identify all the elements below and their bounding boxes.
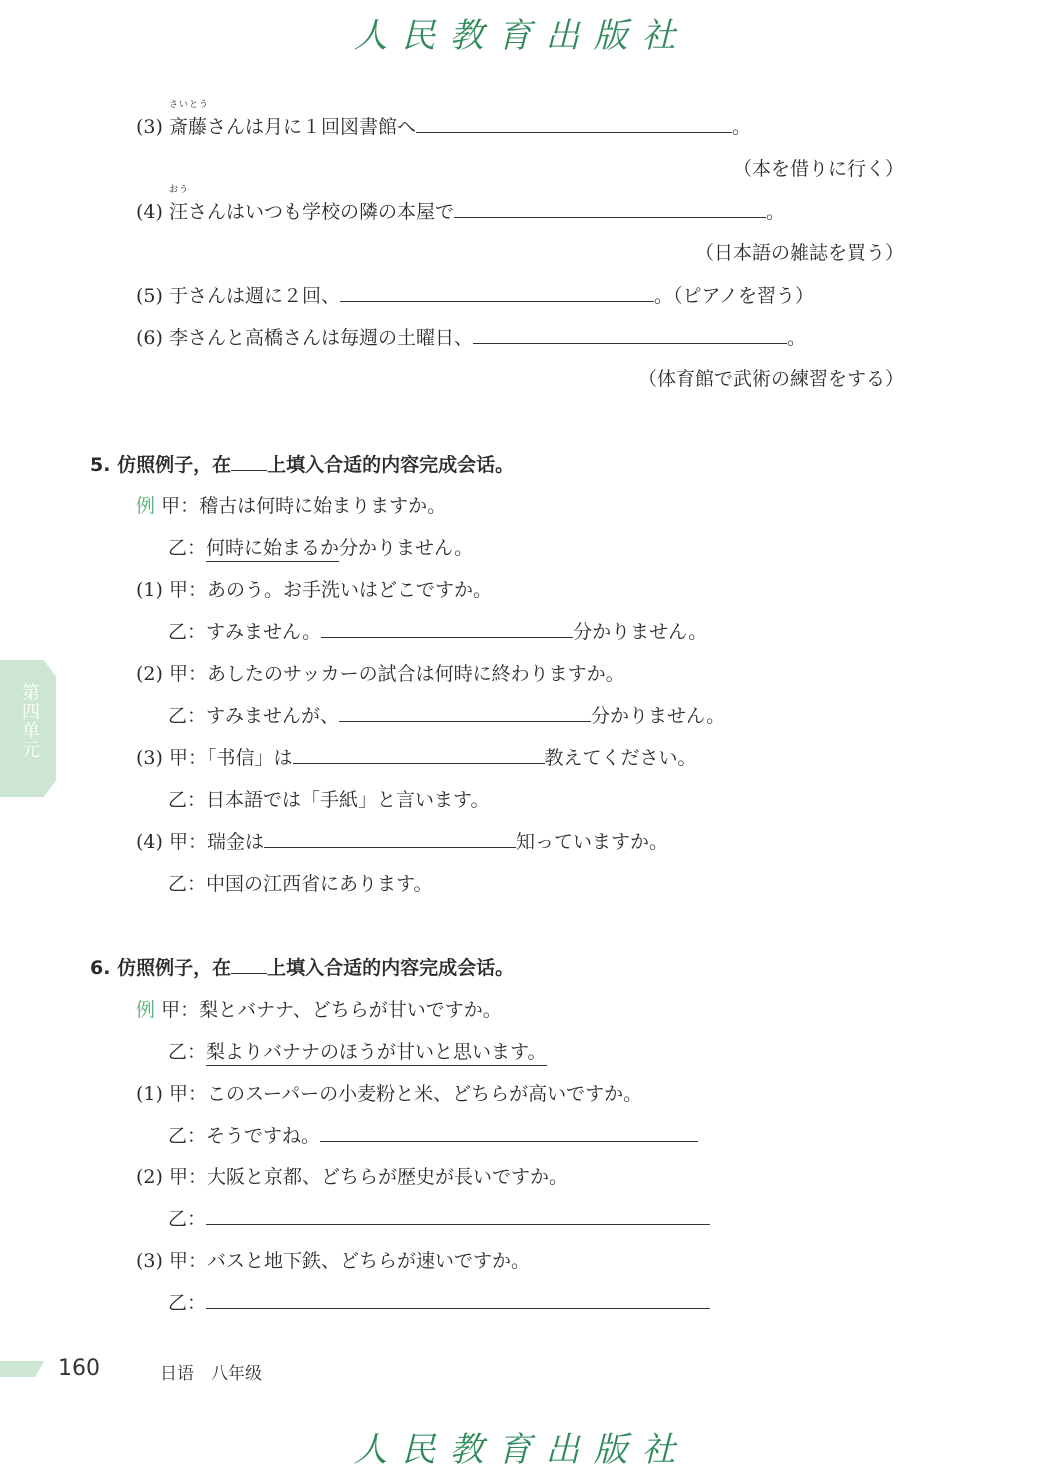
speaker-label: 乙： [168,789,207,811]
item-number: (5) [136,285,163,307]
name-with-ruby [168,100,209,139]
sec5-example-b [168,533,473,560]
answer-blank[interactable] [340,300,654,302]
section-5-title [90,450,514,477]
example-mark: 例 [136,495,156,517]
sec6-item-3-a [136,1246,530,1273]
example-mark: 例 [136,999,156,1021]
sec5-item-1-b [168,617,707,644]
sentence: さんは月に１回図書館へ [206,116,416,138]
sentence-end-hint: 。（ピアノを習う） [653,285,814,307]
item-number: (3) [136,747,163,769]
sec6-item-2-a [136,1162,568,1189]
sec6-example-a [136,995,502,1022]
sec5-item-1-a [136,575,492,602]
q4-item-5 [136,281,814,308]
answer-blank[interactable] [206,1307,710,1309]
unit-side-tab-label: 第四单元 [19,683,40,759]
answer-blank[interactable] [321,636,573,638]
answer-blank[interactable] [454,216,766,218]
speaker-label: 甲： [168,831,207,853]
speaker-label: 甲： [161,999,200,1021]
item-number: (1) [136,579,163,601]
speaker-label: 甲： [168,747,207,769]
sec5-item-3-b [168,785,490,812]
q4-item-6-hint: （体育館で武術の練習をする） [637,368,904,390]
speaker-label: 乙： [168,705,207,727]
sec5-item-2-a [136,659,625,686]
line-text: 分かりません。 [339,537,474,559]
furigana: おう [168,185,189,195]
section-number: 5. [90,454,111,476]
sec6-example-b [168,1037,547,1064]
answer-blank[interactable] [416,131,732,133]
line-text: 分かりません。 [591,705,726,727]
sec5-item-3-a [136,743,697,770]
title-blank [231,469,267,471]
item-number: (2) [136,1166,163,1188]
line-text: 梨とバナナ、どちらが甘いですか。 [199,999,502,1021]
speaker-label: 甲： [168,1083,207,1105]
speaker-label: 乙： [168,621,207,643]
speaker-label: 乙： [168,1208,207,1230]
item-number: (4) [136,201,163,223]
line-text: 稽古は何時に始まりますか。 [199,495,447,517]
name-with-ruby [168,185,189,224]
speaker-label: 乙： [168,537,207,559]
answer-blank[interactable] [339,720,591,722]
name: 斎藤 [168,116,207,138]
title-part: 上填入合适的内容完成会话。 [267,454,515,476]
line-text: 分かりません。 [573,621,708,643]
publisher-logo-header: 人民教育出版社 [353,16,690,56]
title-part: 仿照例子，在 [117,957,232,979]
speaker-label: 甲： [168,1250,207,1272]
speaker-label: 乙： [168,1125,207,1147]
book-title: 日语 八年级 [160,1364,262,1384]
sentence-end: 。 [766,201,786,223]
answer-blank[interactable] [264,846,516,848]
sec6-item-3-b [168,1288,710,1315]
sec5-example-a [136,491,446,518]
section-number: 6. [90,957,111,979]
section-6-title [90,953,514,980]
line-text: あしたのサッカーの試合は何時に終わりますか。 [206,663,625,685]
furigana: さいとう [168,100,209,110]
item-number: (3) [136,116,163,138]
line-text: 大阪と京都、どちらが歴史が長いですか。 [206,1166,568,1188]
name: 汪 [168,201,188,223]
sec5-item-4-b [168,869,433,896]
page-number: 160 [58,1356,100,1381]
line-text: 日本語では「手紙」と言います。 [206,789,490,811]
sec6-item-2-b [168,1204,710,1231]
speaker-label: 甲： [168,579,207,601]
sec5-item-2-b [168,701,725,728]
sec6-item-1-a [136,1079,642,1106]
item-number: (4) [136,831,163,853]
line-text: 瑞金は [206,831,264,853]
line-text: このスーパーの小麦粉と米、どちらが高いですか。 [206,1083,643,1105]
sentence-end: 。 [786,327,806,349]
sec5-item-4-a [136,827,668,854]
speaker-label: 乙： [168,873,207,895]
item-number: (1) [136,1083,163,1105]
line-text: すみませんが、 [206,705,340,727]
title-part: 仿照例子，在 [117,454,232,476]
answer-blank[interactable] [473,342,787,344]
sentence: 于さんは週に２回、 [168,285,340,307]
q4-item-3 [136,100,752,139]
item-number: (6) [136,327,163,349]
speaker-label: 甲： [168,1166,207,1188]
q4-item-6 [136,323,806,350]
sec6-item-1-b [168,1121,698,1148]
q4-item-4 [136,185,786,224]
sentence: 李さんと高橋さんは毎週の土曜日、 [168,327,473,349]
answer-blank[interactable] [206,1223,710,1225]
line-text: 知っていますか。 [516,831,669,853]
q4-item-4-hint: （日本語の雑誌を買う） [694,242,904,264]
speaker-label: 乙： [168,1041,207,1063]
title-blank [231,972,267,974]
title-part: 上填入合适的内容完成会话。 [267,957,515,979]
line-text: あのう。お手洗いはどこですか。 [206,579,492,601]
speaker-label: 甲： [161,495,200,517]
speaker-label: 乙： [168,1292,207,1314]
item-number: (2) [136,663,163,685]
example-answer: 何時に始まるか [206,537,339,562]
line-text: すみません。 [206,621,322,643]
line-text: バスと地下鉄、どちらが速いですか。 [206,1250,530,1272]
footer-accent-bar [0,1361,44,1377]
answer-blank[interactable] [320,1140,698,1142]
sentence-end: 。 [732,116,752,138]
q4-item-3-hint: （本を借りに行く） [732,158,904,180]
answer-blank[interactable] [293,762,545,764]
sentence: さんはいつも学校の隣の本屋で [187,201,454,223]
line-text: 中国の江西省にあります。 [206,873,433,895]
item-number: (3) [136,1250,163,1272]
speaker-label: 甲： [168,663,207,685]
example-answer: 梨よりバナナのほうが甘いと思います。 [206,1041,546,1066]
publisher-logo-footer: 人民教育出版社 [353,1430,690,1470]
line-text: そうですね。 [206,1125,321,1147]
line-text: 「书信」は [206,747,293,769]
line-text: 教えてください。 [544,747,697,769]
